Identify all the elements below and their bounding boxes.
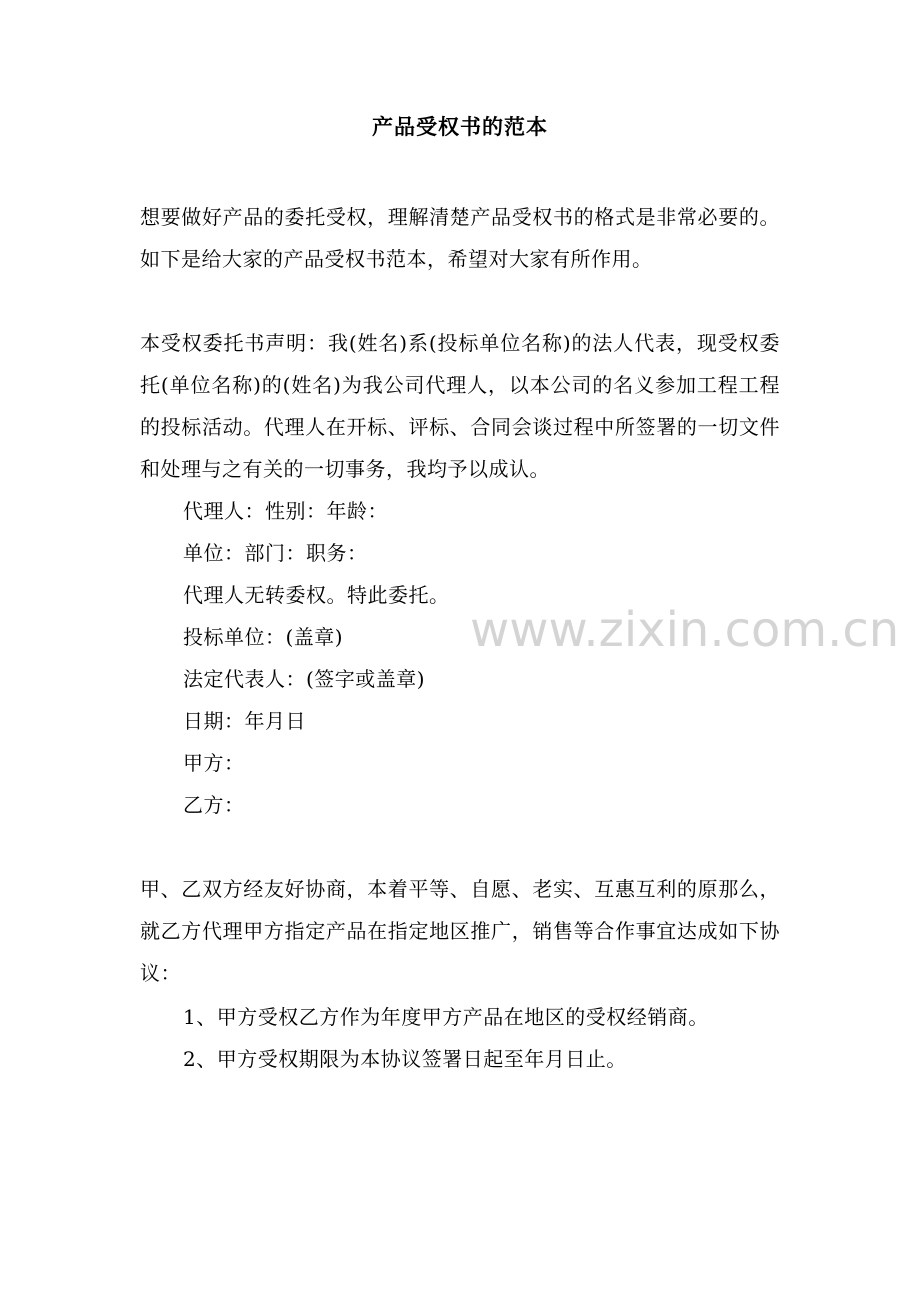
clause-2: 2、甲方受权期限为本协议签署日起至年月日止。: [183, 1047, 627, 1071]
field-party-a: 甲方：: [183, 751, 245, 775]
field-no-subdelegation: 代理人无转委权。特此委托。: [183, 583, 450, 607]
field-date: 日期：年月日: [183, 709, 306, 733]
watermark-text: www.zixin.com.cn: [470, 602, 900, 658]
document-title: 产品受权书的范本: [372, 114, 548, 139]
clause-1: 1、甲方受权乙方作为年度甲方产品在地区的受权经销商。: [183, 1005, 709, 1029]
field-party-b: 乙方：: [183, 793, 245, 817]
field-unit-info: 单位：部门：职务：: [183, 541, 368, 565]
field-bidding-unit: 投标单位：(盖章): [183, 625, 344, 649]
statement-paragraph: 本受权委托书声明：我(姓名)系(投标单位名称)的法人代表，现受权委托(单位名称)的(姓名)为我公司代理人，以本公司的名义参加工程工程的投标活动。代理人在开标、评标、合同会谈过程中所签署的一切文件和处理与之有关的一切事务，我均予以成认。: [140, 331, 780, 481]
field-legal-representative: 法定代表人：(签字或盖章): [183, 667, 426, 691]
field-agent-info: 代理人：性别：年龄：: [183, 499, 388, 523]
agreement-intro-paragraph: 甲、乙双方经友好协商，本着平等、自愿、老实、互惠互利的原那么，就乙方代理甲方指定产品在指定地区推广，销售等合作事宜达成如下协议：: [140, 877, 780, 985]
intro-paragraph: 想要做好产品的委托受权，理解清楚产品受权书的格式是非常必要的。如下是给大家的产品受权书范本，希望对大家有所作用。: [140, 205, 780, 271]
